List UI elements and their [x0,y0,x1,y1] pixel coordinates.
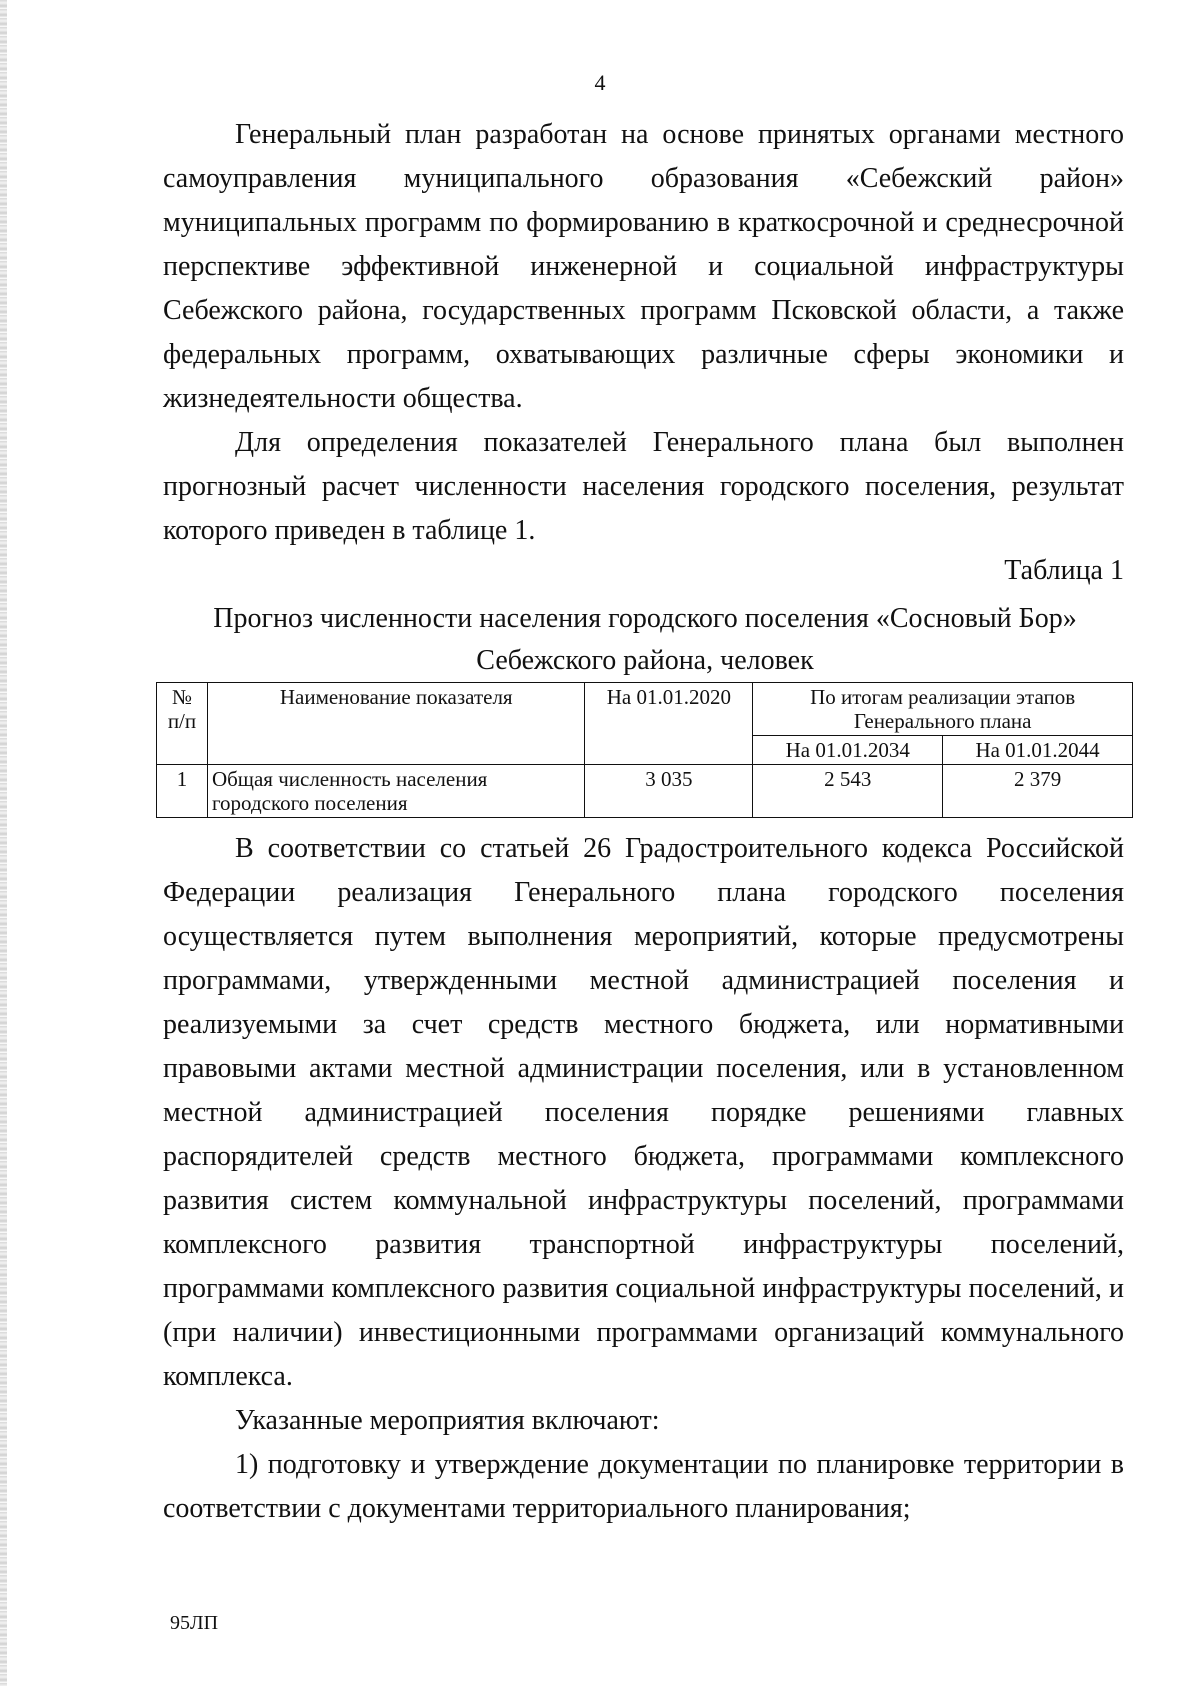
header-name: Наименование показателя [207,683,585,765]
table-header-row [157,683,1133,736]
cell-num: 1 [157,765,208,818]
paragraph: Указанные мероприятия включают: [235,1405,660,1436]
paragraph: 1) подготовку и утверждение документации по планировке территории в соответствии с документами территориального планирования; [163,1449,1124,1524]
cell-current: 3 035 [585,765,753,818]
cell-stage-2: 2 379 [943,765,1133,818]
cell-stage-1: 2 543 [753,765,943,818]
paragraph: В соответствии со статьей 26 Градостроительного кодекса Российской Федерации реализация Генерального плана городского поселения осуществляется путем выполнения мероприятий, которые предусмотрены программами, утвержденными местной администрацией поселения и реализуемыми за счет средств местного бюджета, или нормативными правовыми актами местной администрации поселения, или в установленном местной администрацией поселения порядке решениями главных распорядителей средств местного бюджета, программами комплексного развития систем коммунальной инфраструктуры поселений, программами комплексного развития транспортной инфраструктуры поселений, программами комплексного развития социальной инфраструктуры поселений, и (при наличии) инвестиционными программами организаций коммунального комплекса. [163,833,1124,1392]
implementation-text [163,827,1124,1531]
table-title-line-2: Себежского района, человек [476,645,814,676]
scan-edge [0,0,7,1686]
header-current: На 01.01.2020 [585,683,753,765]
paragraph: Генеральный план разработан на основе принятых органами местного самоуправления муниципального образования «Себежский район» муниципальных программ по формированию в краткосрочной и среднесрочной перспективе эффективной инженерной и социальной инфраструктуры Себежского района, государственных программ Псковской области, а также федеральных программ, охватывающих различные сферы экономики и жизнедеятельности общества. [163,119,1124,414]
page-number: 4 [594,70,606,95]
header-stage-1: На 01.01.2034 [753,736,943,765]
table-caption: Таблица 1 [1004,555,1124,586]
header-stage-2: На 01.01.2044 [943,736,1133,765]
table-title [150,598,1140,682]
header-group: По итогам реализации этапов Генерального плана [753,683,1133,736]
document-code: 95ЛП [170,1612,219,1634]
table-title-line-1: Прогноз численности населения городского поселения «Сосновый Бор» [213,603,1077,634]
header-num: № п/п [157,683,208,765]
cell-name: Общая численность населения городского поселения [207,765,585,818]
intro-text [163,113,1124,553]
table-row [157,765,1133,818]
paragraph: Для определения показателей Генерального плана был выполнен прогнозный расчет численности населения городского поселения, результат которого приведен в таблице 1. [163,427,1124,546]
population-forecast-table [156,682,1133,818]
